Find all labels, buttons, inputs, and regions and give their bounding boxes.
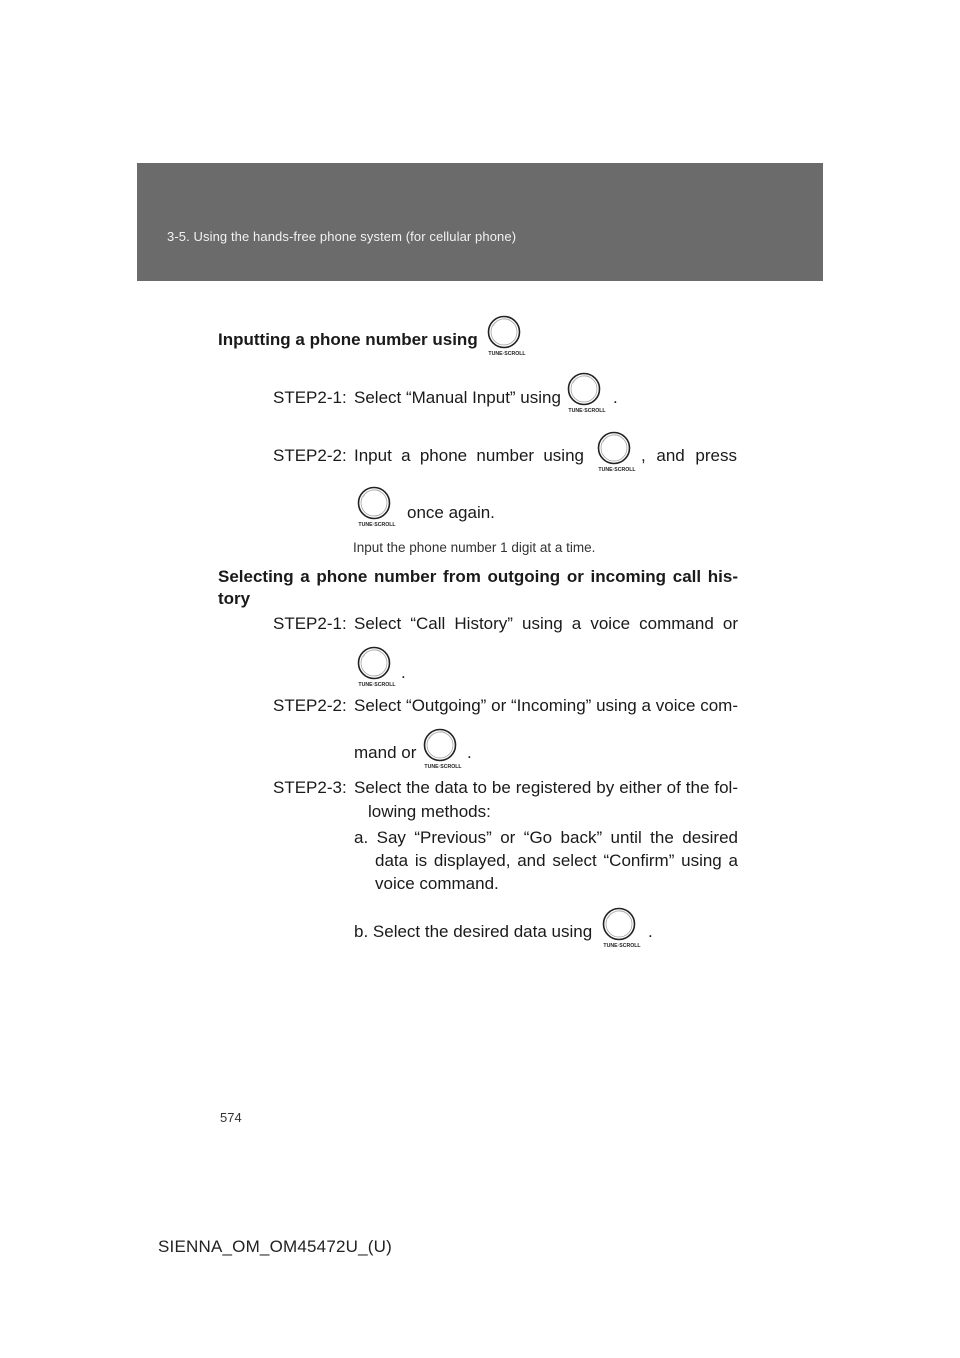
svg-text:TUNE·SCROLL: TUNE·SCROLL (424, 764, 462, 770)
s1-step1-text: Select “Manual Input” using (354, 388, 561, 407)
s1-note: Input the phone number 1 digit at a time. (353, 540, 596, 555)
method-a-line2: data is displayed, and select “Confirm” using a (375, 851, 738, 870)
s1-step1-label: STEP2-1: (273, 388, 347, 407)
svg-text:TUNE·SCROLL: TUNE·SCROLL (358, 682, 396, 688)
period: . (467, 743, 472, 762)
s2-step1-label: STEP2-1: (273, 614, 347, 633)
s2-step3-label: STEP2-3: (273, 778, 347, 797)
tune-scroll-knob-icon (601, 906, 641, 950)
document-code: SIENNA_OM_OM45472U_(U) (158, 1237, 392, 1256)
period: . (648, 922, 653, 941)
tune-scroll-knob-icon (566, 371, 606, 415)
method-a-line1: a. Say “Previous” or “Go back” until the desired (354, 828, 738, 847)
method-a-line3: voice command. (375, 874, 499, 893)
s2-step2-text-a: Select “Outgoing” or “Incoming” using a voice com- (354, 696, 738, 715)
section2-heading-line2: tory (218, 589, 251, 608)
section1-heading: Inputting a phone number using (218, 330, 478, 349)
tune-scroll-knob-icon (356, 645, 396, 689)
header-band (137, 163, 823, 281)
tune-scroll-knob-icon (486, 314, 526, 358)
svg-text:TUNE·SCROLL: TUNE·SCROLL (598, 467, 636, 473)
tune-scroll-knob-icon (356, 485, 396, 529)
method-b: b. Select the desired data using (354, 922, 593, 941)
s1-step2-text-a: Input a phone number using (354, 446, 584, 465)
tune-scroll-knob-icon (596, 430, 636, 474)
tune-scroll-knob-icon (422, 727, 462, 771)
s1-step2-text-c: once again. (407, 503, 495, 522)
section-title: 3-5. Using the hands-free phone system (for cellular phone) (167, 229, 517, 244)
svg-text:TUNE·SCROLL: TUNE·SCROLL (603, 943, 641, 949)
page-number: 574 (220, 1110, 242, 1125)
s2-step2-label: STEP2-2: (273, 696, 347, 715)
s2-step3-text-b: lowing methods: (368, 802, 491, 821)
s2-step2-text-b: mand or (354, 743, 417, 762)
svg-text:TUNE·SCROLL: TUNE·SCROLL (488, 351, 526, 357)
s1-step2-label: STEP2-2: (273, 446, 347, 465)
period: . (401, 663, 406, 682)
period: . (613, 388, 618, 407)
s2-step3-text-a: Select the data to be registered by either of the fol- (354, 778, 738, 797)
s2-step1-text: Select “Call History” using a voice command or (354, 614, 738, 633)
section2-heading-line1: Selecting a phone number from outgoing or incoming call his- (218, 567, 738, 586)
svg-text:TUNE·SCROLL: TUNE·SCROLL (568, 408, 606, 414)
s1-step2-text-b: , and press (641, 446, 737, 465)
svg-text:TUNE·SCROLL: TUNE·SCROLL (358, 522, 396, 528)
